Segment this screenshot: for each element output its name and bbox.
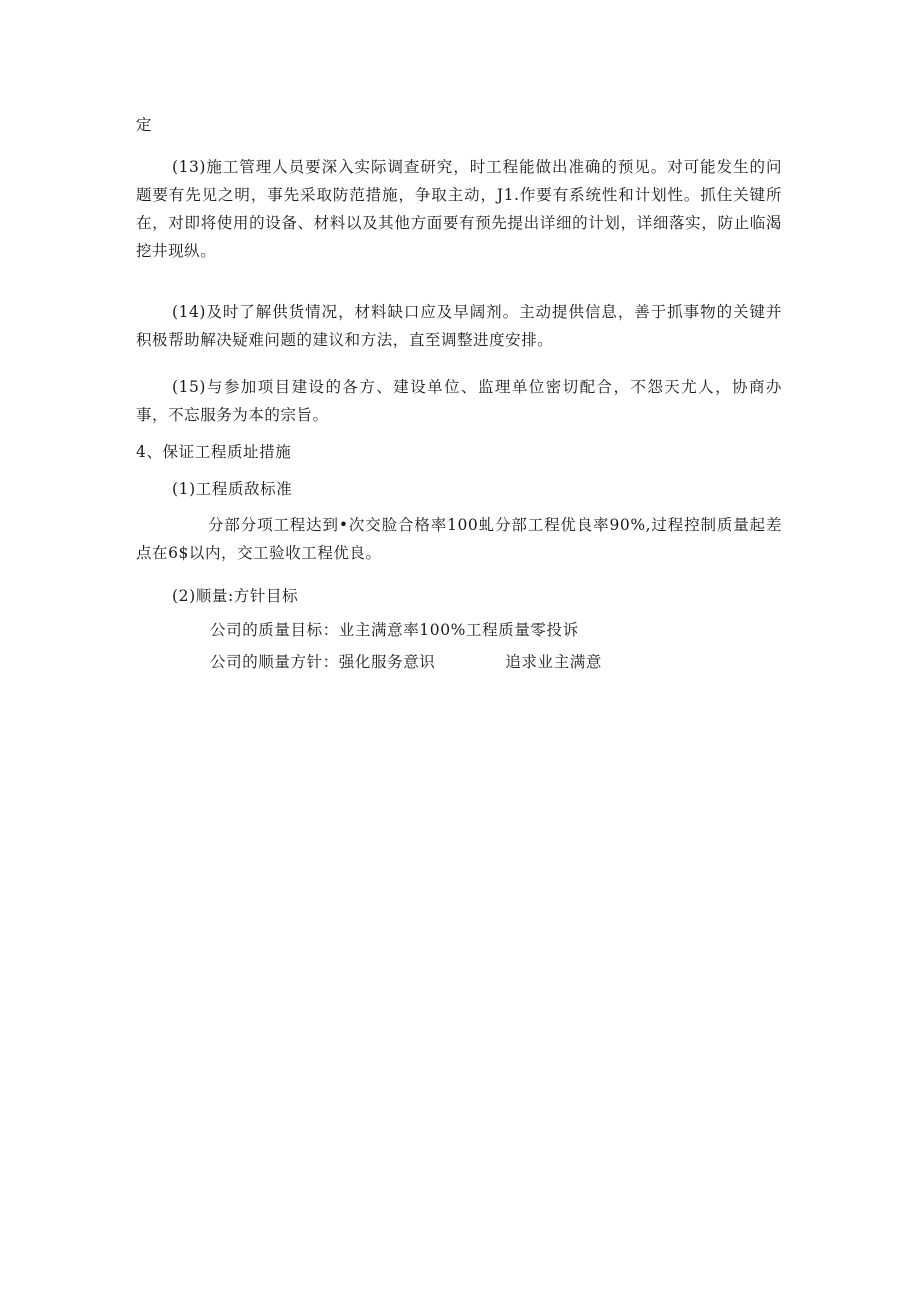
- subsection-1-heading: (1)工程质敌标准: [172, 480, 293, 498]
- section-4-heading: 4、保证工程质址措施: [136, 443, 292, 461]
- quality-policy-value: 追求业主满意: [505, 653, 603, 671]
- subsection-2-heading: (2)顺量:方针目标: [172, 587, 299, 605]
- continuation-text: 定: [136, 116, 153, 134]
- quality-standard-paragraph: 分部分项工程达到•次交脸合格率100虬分部工程优良率90%,过程控制质量起差点在6$以内，交工验收工程优良。: [136, 516, 782, 562]
- quality-policy-line: [210, 652, 602, 672]
- item-14-paragraph: (14)及时了解供货情况，材料缺口应及早阔剂。主动提供信息，善于抓事物的关键并积极帮助解决疑难问题的建议和方法，直至调整进度安排。: [136, 303, 782, 349]
- quality-policy-label: 公司的顺量方针：强化服务意识: [210, 653, 436, 671]
- item-13-paragraph: (13)施工管理人员要深入实际调查研究，时工程能做出准确的预见。对可能发生的问题要有先见之明，事先采取防范措施，争取主动，J1.作要有系统性和计划性。抓住关键所在，对即将使用的设备、材料以及其他方面要有预先提出详细的计划，详细落实，防止临渴挖井现纵。: [136, 158, 782, 260]
- quality-goal-line: 公司的质量目标：业主满意率100%工程质量零投诉: [210, 621, 579, 639]
- item-15-paragraph: (15)与参加项目建设的各方、建设单位、监理单位密切配合，不怨天尤人，协商办事，不忘服务为本的宗旨。: [136, 378, 782, 424]
